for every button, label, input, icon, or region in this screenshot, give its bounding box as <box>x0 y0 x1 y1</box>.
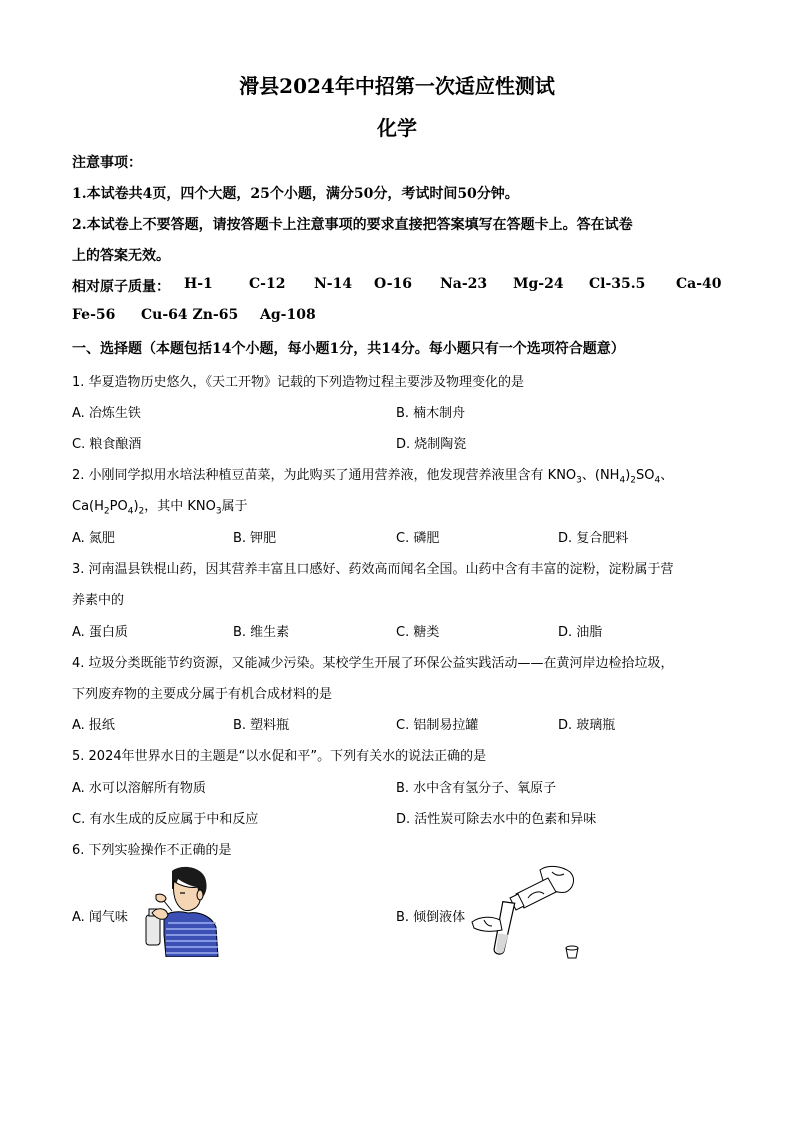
atomic-mass-cu-zn: Cu-64 Zn-65 <box>141 307 239 323</box>
question-5-option-b: B. 水中含有氢分子、氧原子 <box>396 781 557 796</box>
atomic-mass-n: N-14 <box>314 276 353 292</box>
question-3-option-c: C. 糖类 <box>396 625 440 640</box>
atomic-mass-fe: Fe-56 <box>72 307 116 323</box>
question-4-option-a: A. 报纸 <box>72 718 115 733</box>
question-5-option-a: A. 水可以溶解所有物质 <box>72 781 206 796</box>
subject-title: 化学 <box>377 116 417 140</box>
question-4-stem-line-1: 4. 垃圾分类既能节约资源，又能减少污染。某校学生开展了环保公益实践活动——在黄河岸边检拾垃圾， <box>72 656 674 671</box>
question-2-option-d: D. 复合肥料 <box>558 531 629 546</box>
notice-line-1: 1.本试卷共4页，四个大题，25个小题，满分50分，考试时间50分钟。 <box>72 186 519 202</box>
question-4-option-d: D. 玻璃瓶 <box>558 718 616 733</box>
question-2-option-c: C. 磷肥 <box>396 531 440 546</box>
question-2-option-b: B. 钾肥 <box>233 531 277 546</box>
question-5-option-d: D. 活性炭可除去水中的色素和异味 <box>396 812 597 827</box>
question-4-option-c: C. 铝制易拉罐 <box>396 718 479 733</box>
pouring-liquid-illustration <box>470 862 582 962</box>
atomic-mass-ca: Ca-40 <box>676 276 722 292</box>
question-2-option-a: A. 氮肥 <box>72 531 115 546</box>
question-4-option-b: B. 塑料瓶 <box>233 718 290 733</box>
atomic-mass-mg: Mg-24 <box>513 276 564 292</box>
atomic-mass-c: C-12 <box>249 276 286 292</box>
atomic-mass-h: H-1 <box>184 276 213 292</box>
question-1-option-b: B. 楠木制舟 <box>396 406 466 421</box>
question-6-option-a: A. 闻气味 <box>72 910 128 925</box>
atomic-mass-na: Na-23 <box>440 276 488 292</box>
question-5-option-c: C. 有水生成的反应属于中和反应 <box>72 812 259 827</box>
question-1-option-a: A. 冶炼生铁 <box>72 406 141 421</box>
question-3-option-d: D. 油脂 <box>558 625 603 640</box>
notice-line-2-cont: 上的答案无效。 <box>72 248 170 264</box>
question-3-stem-line-2: 养素中的 <box>72 593 125 608</box>
question-1-stem: 1. 华夏造物历史悠久，《天工开物》记载的下列造物过程主要涉及物理变化的是 <box>72 375 525 390</box>
smelling-gas-illustration <box>138 865 222 957</box>
question-4-stem-line-2: 下列废弃物的主要成分属于有机合成材料的是 <box>72 687 333 702</box>
notice-line-2: 2.本试卷上不要答题，请按答题卡上注意事项的要求直接把答案填写在答题卡上。答在试卷 <box>72 217 633 233</box>
atomic-mass-o: O-16 <box>374 276 413 292</box>
question-2-stem-line-2: $Ca(H_2PO_4)_2$，其中 $KNO_3$属于 <box>72 499 248 517</box>
question-5-stem: 5. 2024年世界水日的主题是“以水促和平”。下列有关水的说法正确的是 <box>72 749 487 764</box>
atomic-mass-label: 相对原子质量： <box>72 279 170 295</box>
question-2-stem-line-1: 2. 小刚同学拟用水培法种植豆苗菜，为此购买了通用营养液，他发现营养液里含有 $KNO_3$、$(NH_4)_2SO_4$、 <box>72 468 674 486</box>
atomic-mass-ag: Ag-108 <box>260 307 316 323</box>
question-3-option-a: A. 蛋白质 <box>72 625 128 640</box>
notice-heading: 注意事项： <box>72 155 142 171</box>
exam-title: 滑县2024年中招第一次适应性测试 <box>239 74 555 98</box>
question-6-stem: 6. 下列实验操作不正确的是 <box>72 843 232 858</box>
question-3-option-b: B. 维生素 <box>233 625 290 640</box>
section-1-heading: 一、选择题（本题包括14个小题，每小题1分，共14分。每小题只有一个选项符合题意） <box>72 341 625 357</box>
question-1-option-c: C. 粮食酿酒 <box>72 437 142 452</box>
question-6-option-b: B. 倾倒液体 <box>396 910 466 925</box>
question-1-option-d: D. 烧制陶瓷 <box>396 437 467 452</box>
atomic-mass-cl: Cl-35.5 <box>589 276 646 292</box>
question-3-stem-line-1: 3. 河南温县铁棍山药，因其营养丰富且口感好、药效高而闻名全国。山药中含有丰富的淀粉，淀粉属于营 <box>72 562 674 577</box>
